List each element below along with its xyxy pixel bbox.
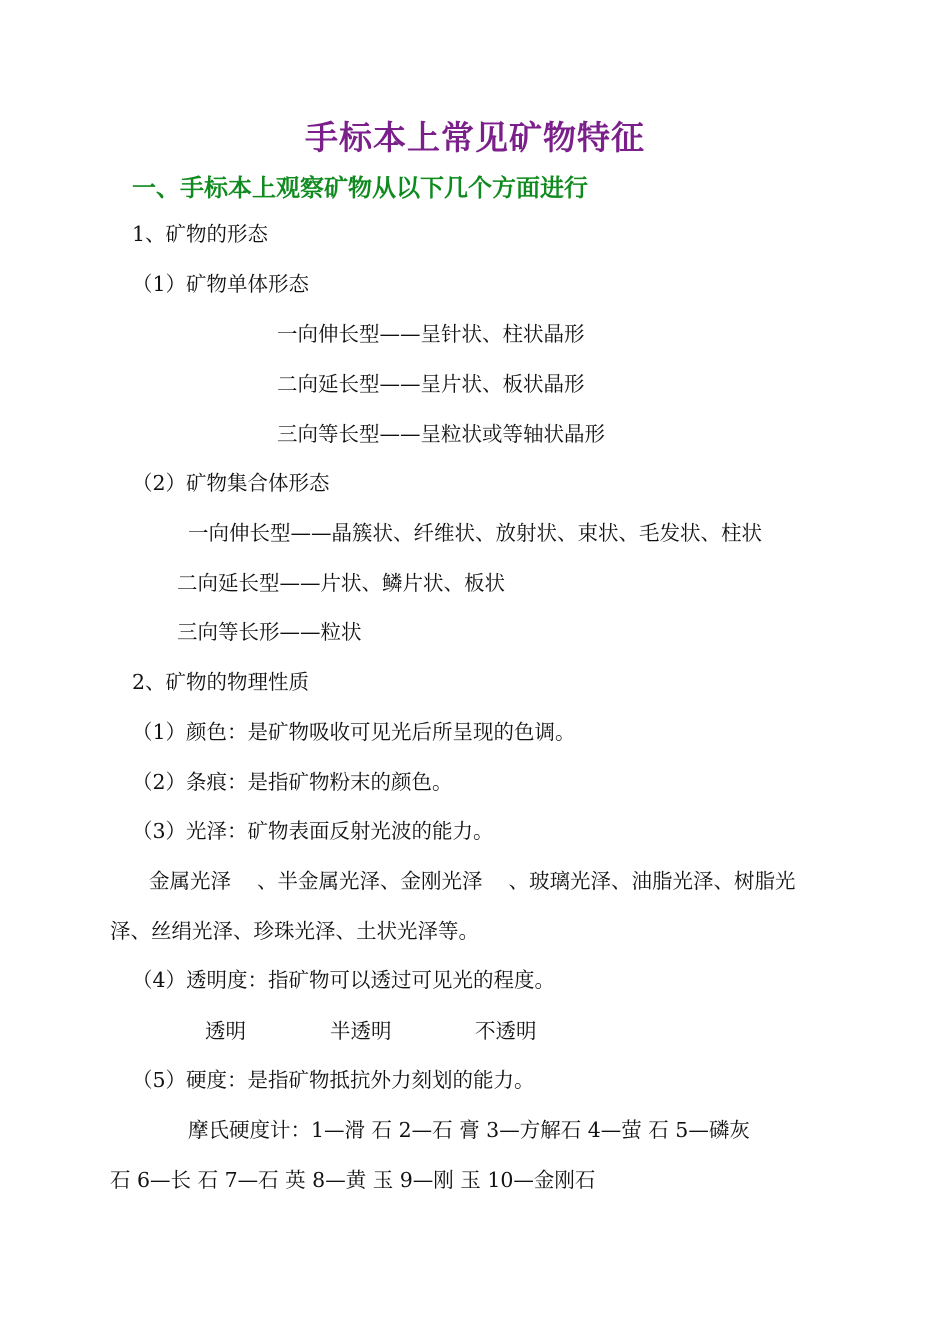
subsection-single-form: （1）矿物单体形态: [132, 272, 310, 296]
property-hardness: （5）硬度：是指矿物抵抗外力刻划的能力。: [132, 1068, 535, 1092]
property-luster: （3）光泽：矿物表面反射光波的能力。: [132, 819, 494, 843]
section-2-heading: 2、矿物的物理性质: [132, 670, 310, 694]
property-transparency: （4）透明度：指矿物可以透过可见光的程度。: [132, 968, 556, 992]
property-streak: （2）条痕：是指矿物粉末的颜色。: [132, 770, 453, 794]
transparency-transparent: 透明: [205, 1019, 246, 1043]
aggregate-two-direction: 二向延长型——片状、鳞片状、板状: [177, 571, 505, 595]
mohs-scale-line-2: 石 6—长 石 7—石 英 8—黄 玉 9—刚 玉 10—金刚石: [110, 1168, 596, 1192]
luster-glass-grease-resin: 、玻璃光泽、油脂光泽、树脂光: [508, 869, 796, 893]
transparency-opaque: 不透明: [475, 1019, 537, 1043]
mohs-scale-line-1: 摩氏硬度计：1—滑 石 2—石 膏 3—方解石 4—萤 石 5—磷灰: [188, 1118, 750, 1142]
single-form-three-direction: 三向等长型——呈粒状或等轴状晶形: [277, 422, 605, 446]
subsection-aggregate-form: （2）矿物集合体形态: [132, 471, 330, 495]
aggregate-one-direction: 一向伸长型——晶簇状、纤维状、放射状、束状、毛发状、柱状: [188, 521, 762, 545]
luster-semimetal-adamantine: 、半金属光泽、金刚光泽: [257, 869, 483, 893]
luster-metallic: 金属光泽: [149, 869, 231, 893]
page-title: 手标本上常见矿物特征: [305, 118, 645, 157]
section-1-heading: 1、矿物的形态: [132, 222, 269, 246]
property-color: （1）颜色：是矿物吸收可见光后所呈现的色调。: [132, 720, 576, 744]
luster-types-line-2: 泽、丝绢光泽、珍珠光泽、土状光泽等。: [110, 919, 479, 943]
luster-types-line-1: [149, 867, 796, 895]
transparency-translucent: 半透明: [330, 1019, 392, 1043]
aggregate-three-direction: 三向等长形——粒状: [177, 620, 362, 644]
single-form-two-direction: 二向延长型——呈片状、板状晶形: [277, 372, 585, 396]
section-heading: 一、手标本上观察矿物从以下几个方面进行: [132, 174, 588, 202]
single-form-one-direction: 一向伸长型——呈针状、柱状晶形: [277, 322, 585, 346]
